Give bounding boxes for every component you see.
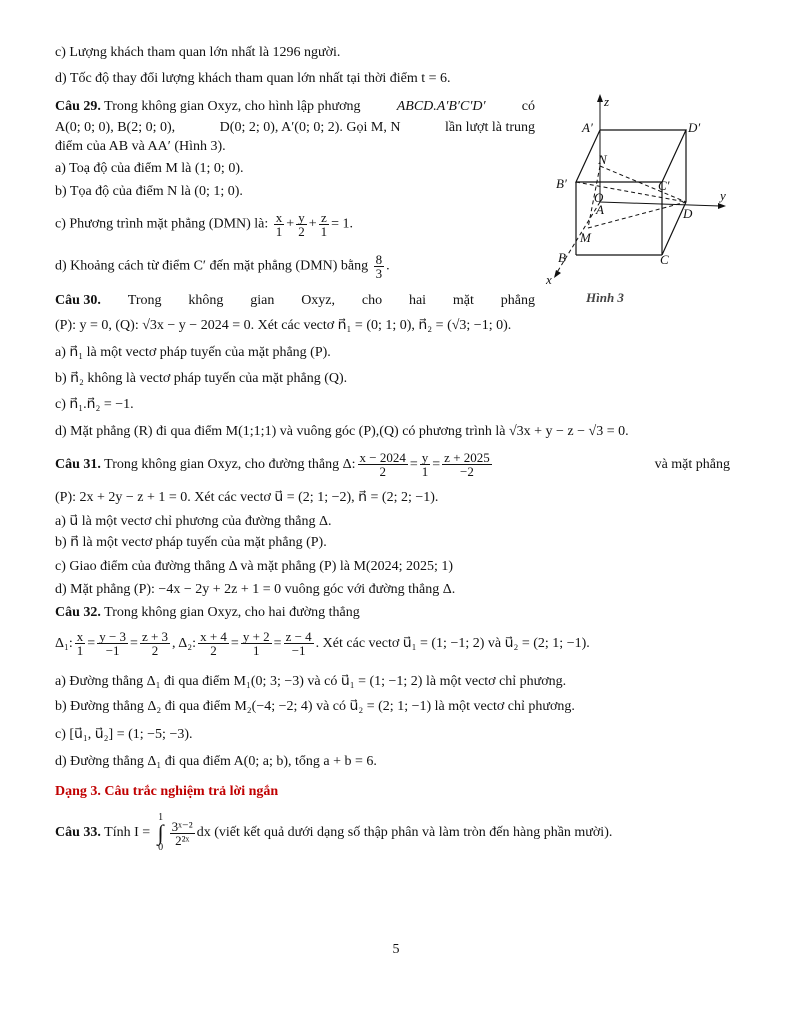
prev-item-c: c) Lượng khách tham quan lớn nhất là 1296 người. xyxy=(55,45,341,60)
fraction: $\frac{y}{1}$ xyxy=(421,450,429,480)
label-a: A xyxy=(596,202,604,217)
q31-line2: (P): 2x + 2y − z + 1 = 0. Xét các vectơ u⃗ = (2; 1; −2), n⃗ = (2; 2; −1). xyxy=(55,490,439,505)
fraction: $\frac{x}{1}$ xyxy=(76,629,84,659)
q30-line2: (P): y = 0, (Q): √3x − y − 2024 = 0. Xét các vectơ n⃗₁ = (0; 1; 0), n⃗₂ = (√3; −1; 0). xyxy=(55,318,512,333)
segment-nd xyxy=(600,166,686,202)
label-c1: C′ xyxy=(658,178,670,193)
q31-item-b: b) n⃗ là một vectơ pháp tuyến của mặt phẳng (P). xyxy=(55,535,327,550)
q29-item-d: d) Khoảng cách từ điểm C′ đến mặt phẳng (DMN) bằng $\frac{8}{3}$ . xyxy=(55,252,390,281)
q31-item-c: c) Giao điểm của đường thẳng Δ và mặt phẳng (P) là M(2024; 2025; 1) xyxy=(55,559,454,574)
fraction: $\frac{y - 3}{-1}$ xyxy=(99,629,127,659)
cube-figure xyxy=(540,92,760,292)
label-z: z xyxy=(604,94,610,109)
fraction: $\frac{z}{1}$ xyxy=(320,210,328,239)
label-o: O xyxy=(594,190,604,205)
q33-label: Câu 33. xyxy=(55,825,101,841)
q32-item-d: d) Đường thẳng Δ₁ đi qua điểm A(0; a; b), tổng a + b = 6. xyxy=(55,754,377,769)
fraction: $\frac{y + 2}{1}$ xyxy=(242,629,270,659)
q32-label: Câu 32. xyxy=(55,605,101,620)
prev-item-d: d) Tốc độ thay đổi lượng khách tham quan lớn nhất tại thời điểm t = 6. xyxy=(55,71,451,86)
q31-label: Câu 31. xyxy=(55,457,101,472)
top-face xyxy=(576,130,686,182)
integral-sign: 1 ∫ 0 xyxy=(157,812,164,853)
fraction: $\frac{z + 2025}{-2}$ xyxy=(444,450,490,480)
q29-line3: điểm của AB và AA′ (Hình 3). xyxy=(55,139,226,154)
y-axis xyxy=(600,202,720,206)
q31-line1: Câu 31. Trong không gian Oxyz, cho đường thẳng Δ: $\frac{x - 2024}{2}$ = $\frac{y}{1}$ = $\frac{z + 2025}{-2}$ và mặt phẳng xyxy=(55,450,730,480)
label-a1: A′ xyxy=(582,120,593,135)
q29-line2: A(0; 0; 0), B(2; 0; 0), D(0; 2; 0), A′(0; 0; 2). Gọi M, N lần lượt là trung xyxy=(55,120,535,135)
y-axis-arrow xyxy=(718,203,726,209)
fraction: $\frac{\text{3ˣ⁻²}}{\text{2²ˣ}}$ xyxy=(171,818,193,848)
q32-item-c: c) [u⃗₁, u⃗₂] = (1; −5; −3). xyxy=(55,727,193,742)
q32-lines: Δ₁: $\frac{x}{1}$ = $\frac{y - 3}{-1}$ = $\frac{z + 3}{2}$ , Δ₂: $\frac{x + 4}{2}$ = $\frac{y + 2}{1}$ = $\frac{z - 4}{-1}$ . Xét các vectơ u⃗₁ = (1; −1; 2) và u⃗₂ = (2; 1; −1). xyxy=(55,629,590,659)
z-axis-arrow xyxy=(597,94,603,102)
figure-caption: Hình 3 xyxy=(586,290,624,305)
label-y: y xyxy=(720,188,726,203)
q29-item-c: c) Phương trình mặt phẳng (DMN) là: $\frac{x}{1}$ + $\frac{y}{2}$ + $\frac{z}{1}$ = 1. xyxy=(55,210,354,239)
fraction: $\frac{z - 4}{-1}$ xyxy=(285,629,312,659)
q30-label: Câu 30. xyxy=(55,293,101,308)
label-x: x xyxy=(546,272,552,287)
page-number: 5 xyxy=(392,942,400,957)
q29-line1: Câu 29. Trong không gian Oxyz, cho hình lập phương ABCD.A′B′C′D′ có xyxy=(55,99,535,114)
fraction: $\frac{x}{1}$ xyxy=(275,210,283,239)
fraction: $\frac{z + 3}{2}$ xyxy=(141,629,169,659)
q29-label: Câu 29. xyxy=(55,99,101,114)
label-b1: B′ xyxy=(556,176,567,191)
x-axis-arrow xyxy=(554,270,561,278)
section-heading: Dạng 3. Câu trắc nghiệm trả lời ngắn xyxy=(55,784,279,799)
q33-line: Câu 33. Tính I = 1 ∫ 0 $\frac{\text{3ˣ⁻²}}{\text{2²ˣ}}$ dx (viết kết quả dưới dạng số thập phân và làm tròn đến hàng phần mười). xyxy=(55,812,613,853)
fraction: $\frac{y}{2}$ xyxy=(298,210,305,239)
label-c: C xyxy=(660,252,669,267)
q31-item-d: d) Mặt phẳng (P): −4x − 2y + 2z + 1 = 0 vuông góc với đường thẳng Δ. xyxy=(55,582,456,597)
q30-item-b: b) n⃗₂ không là vectơ pháp tuyến của mặt phẳng (Q). xyxy=(55,371,348,386)
label-n: N xyxy=(598,152,607,167)
label-d1: D′ xyxy=(688,120,701,135)
label-d: D xyxy=(683,206,693,221)
q30-item-d: d) Mặt phẳng (R) đi qua điểm M(1;1;1) và vuông góc (P),(Q) có phương trình là √3x + y − z − √3 = 0. xyxy=(55,424,629,439)
q32-item-b: b) Đường thẳng Δ₂ đi qua điểm M₂(−4; −2; 4) và có u⃗₂ = (2; 1; −1) là một vectơ chỉ phương. xyxy=(55,699,575,714)
q32-line1: Câu 32. Trong không gian Oxyz, cho hai đường thẳng xyxy=(55,605,360,620)
label-b: B xyxy=(558,250,566,265)
q31-item-a: a) u⃗ là một vectơ chỉ phương của đường thẳng Δ. xyxy=(55,514,332,529)
q30-line1: Câu 30. Trong không gian Oxyz, cho hai mặt phẳng xyxy=(55,293,535,308)
q29-item-b: b) Tọa độ của điểm N là (0; 1; 0). xyxy=(55,184,243,199)
q32-item-a: a) Đường thẳng Δ₁ đi qua điểm M₁(0; 3; −3) và có u⃗₁ = (1; −1; 2) là một vectơ chỉ phương. xyxy=(55,674,567,689)
q30-item-a: a) n⃗₁ là một vectơ pháp tuyến của mặt phẳng (P). xyxy=(55,345,331,360)
q30-item-c: c) n⃗₁.n⃗₂ = −1. xyxy=(55,397,134,412)
fraction: $\frac{x + 4}{2}$ xyxy=(200,629,227,659)
fraction: $\frac{8}{3}$ xyxy=(375,252,383,281)
label-m: M xyxy=(580,230,591,245)
fraction: $\frac{x - 2024}{2}$ xyxy=(359,450,406,480)
q29-item-a: a) Toạ độ của điểm M là (1; 0; 0). xyxy=(55,161,244,176)
